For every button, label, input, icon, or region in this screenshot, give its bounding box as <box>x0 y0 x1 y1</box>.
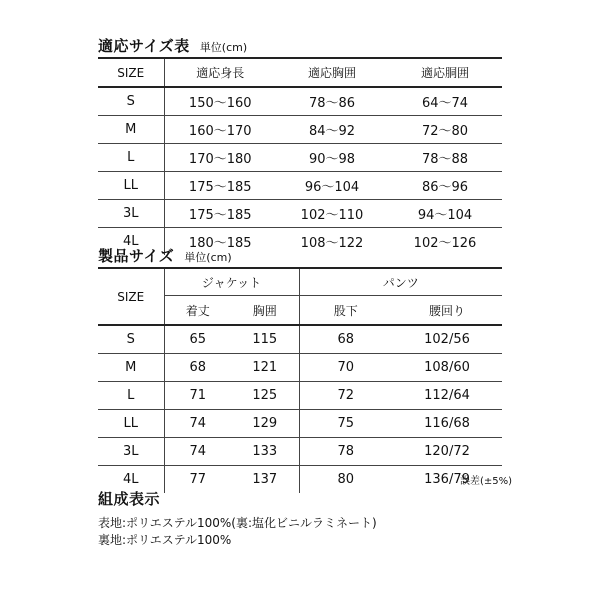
product-cell-chest: 129 <box>231 410 299 438</box>
fit-size-table <box>98 57 502 255</box>
fit-cell-waist: 72〜80 <box>388 116 502 144</box>
product-cell-length: 77 <box>189 472 207 487</box>
fit-header-chest: 適応胸囲 <box>276 58 388 87</box>
product-cell-inseam: 78 <box>299 438 392 466</box>
table-row <box>98 144 502 172</box>
product-cell-hip: 102/56 <box>392 325 502 354</box>
table-row <box>98 87 502 116</box>
fit-cell-chest: 84〜92 <box>276 116 388 144</box>
fit-header-waist: 適応胴囲 <box>388 58 502 87</box>
fit-cell-size: M <box>98 116 164 144</box>
fit-cell-waist: 102〜126 <box>413 236 477 251</box>
product-cell-hip: 116/68 <box>392 410 502 438</box>
product-cell-hip: 108/60 <box>392 354 502 382</box>
product-cell-size: M <box>98 354 164 382</box>
fit-cell-height: 180〜185 <box>188 236 252 251</box>
fit-cell-size: 4L <box>98 228 164 256</box>
fit-cell-chest: 90〜98 <box>276 144 388 172</box>
product-cell-hip: 112/64 <box>392 382 502 410</box>
fit-table-header-row <box>98 58 502 87</box>
table-row <box>98 325 502 354</box>
product-cell-size: 3L <box>98 438 164 466</box>
fit-cell-size: L <box>98 144 164 172</box>
table-row <box>98 116 502 144</box>
fit-cell-size: S <box>98 87 164 116</box>
product-cell-chest: 137 <box>231 466 299 494</box>
product-cell-inseam: 72 <box>299 382 392 410</box>
product-cell-chest: 125 <box>231 382 299 410</box>
product-cell-inseam: 75 <box>299 410 392 438</box>
composition-line-lining: 裏地:ポリエステル100% <box>98 533 232 547</box>
product-cell-length: 74 <box>164 410 231 438</box>
product-cell-chest: 133 <box>231 438 299 466</box>
product-table-unit: 単位(cm) <box>184 251 232 264</box>
fit-cell-height: 175〜185 <box>164 172 276 200</box>
fit-cell-waist: 64〜74 <box>388 87 502 116</box>
table-row <box>98 200 502 228</box>
fit-cell-chest: 102〜110 <box>276 200 388 228</box>
product-header-size: SIZE <box>98 268 164 325</box>
product-table-title-text: 製品サイズ <box>98 247 175 265</box>
product-cell-size: 4L <box>98 466 164 494</box>
product-cell-length: 74 <box>164 438 231 466</box>
fit-table-title <box>98 35 247 56</box>
product-cell-chest: 121 <box>231 354 299 382</box>
product-size-table <box>98 267 502 493</box>
table-row <box>98 172 502 200</box>
table-row <box>98 382 502 410</box>
fit-table-unit: 単位(cm) <box>199 41 248 54</box>
fit-cell-size: LL <box>98 172 164 200</box>
product-cell-size: L <box>98 382 164 410</box>
product-group-header-row <box>98 268 502 296</box>
product-cell-length: 71 <box>164 382 231 410</box>
fit-cell-chest: 96〜104 <box>276 172 388 200</box>
product-cell-length: 65 <box>164 325 231 354</box>
product-header-chest: 胸囲 <box>231 296 299 326</box>
product-group-jacket: ジャケット <box>164 268 299 296</box>
fit-header-size: SIZE <box>98 58 164 87</box>
fit-header-height: 適応身長 <box>164 58 276 87</box>
fit-cell-height: 160〜170 <box>164 116 276 144</box>
fit-table-title-text: 適応サイズ表 <box>98 37 190 55</box>
product-cell-hip: 120/72 <box>392 438 502 466</box>
table-row <box>98 354 502 382</box>
table-row <box>98 438 502 466</box>
product-cell-inseam: 70 <box>299 354 392 382</box>
product-cell-inseam: 68 <box>299 325 392 354</box>
product-table-title <box>98 245 232 266</box>
fit-cell-waist: 78〜88 <box>388 144 502 172</box>
product-group-pants: パンツ <box>299 268 502 296</box>
product-cell-chest: 115 <box>231 325 299 354</box>
product-cell-size: LL <box>98 410 164 438</box>
table-row <box>98 410 502 438</box>
product-cell-size: S <box>98 325 164 354</box>
fit-cell-chest: 78〜86 <box>276 87 388 116</box>
fit-cell-size: 3L <box>98 200 164 228</box>
product-header-hip: 腰回り <box>392 296 502 326</box>
fit-cell-height: 170〜180 <box>164 144 276 172</box>
composition-title: 組成表示 <box>98 490 161 508</box>
product-cell-hip: 136/79 <box>424 472 470 487</box>
product-cell-inseam: 80 <box>337 472 355 487</box>
product-header-inseam: 股下 <box>299 296 392 326</box>
tolerance-note: 誤差(±5%) <box>459 476 512 487</box>
fit-cell-chest: 108〜122 <box>300 236 364 251</box>
product-header-length: 着丈 <box>164 296 231 326</box>
fit-cell-waist: 94〜104 <box>388 200 502 228</box>
composition-line-outer: 表地:ポリエステル100%(裏:塩化ビニルラミネート) <box>98 516 377 530</box>
fit-cell-height: 150〜160 <box>164 87 276 116</box>
fit-cell-height: 175〜185 <box>164 200 276 228</box>
fit-cell-waist: 86〜96 <box>388 172 502 200</box>
product-cell-length: 68 <box>164 354 231 382</box>
